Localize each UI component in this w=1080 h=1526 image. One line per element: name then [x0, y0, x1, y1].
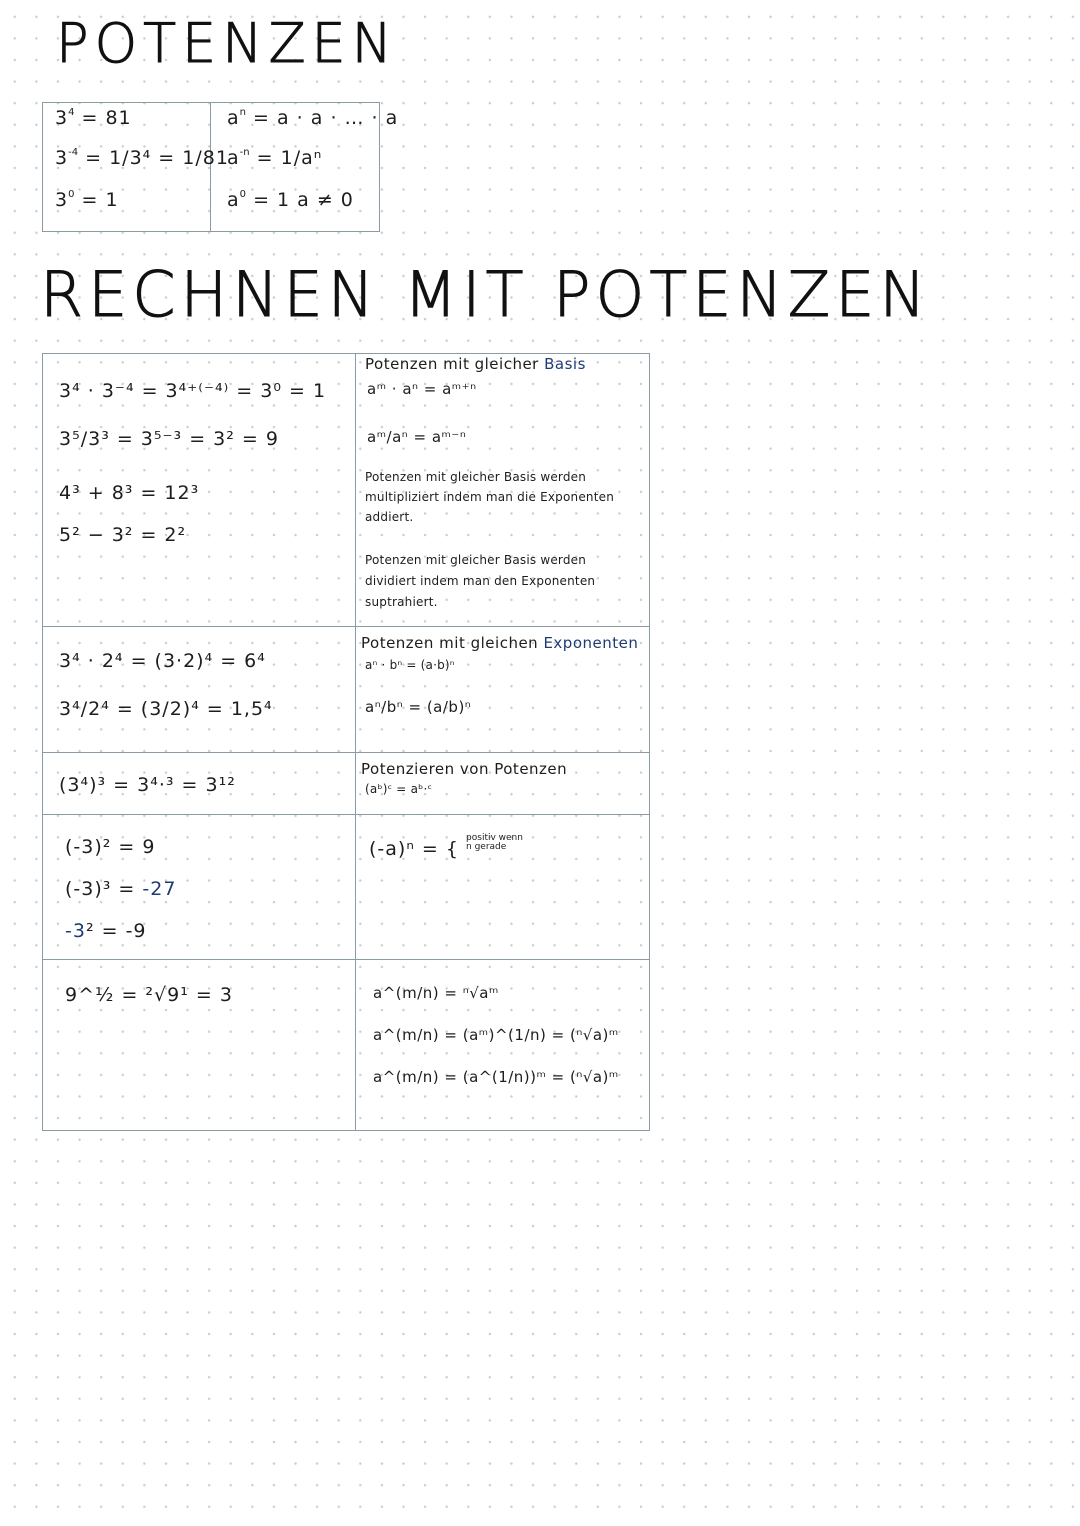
s1-note1-line2: multipliziert indem man die Exponenten: [365, 490, 615, 504]
s4-example-3: -3² = -9: [65, 920, 147, 942]
s5-rule-1: a^(m/n) = ⁿ√aᵐ: [373, 984, 499, 1002]
intro-left-row-3: $3^0 = 1$: [55, 189, 119, 211]
s1-heading: Potenzen mit gleicher Basis: [365, 355, 586, 373]
s4-rule-note-2: n gerade: [466, 842, 507, 852]
row-divider-2: [43, 752, 649, 753]
s3-rule: (aᵇ)ᶜ = aᵇ·ᶜ: [365, 782, 433, 796]
s1-note2-line1: Potenzen mit gleicher Basis werden: [365, 553, 587, 567]
row-divider-3: [43, 814, 649, 815]
rules-table: [42, 353, 650, 1131]
intro-left-row-1: $3^4 = 81$: [55, 107, 132, 129]
section-title: RECHNEN MIT POTENZEN: [40, 258, 931, 331]
s4-example-1: (-3)² = 9: [65, 836, 156, 858]
intro-table: [42, 102, 399, 232]
s3-example-1: (3⁴)³ = 3⁴·³ = 3¹²: [59, 774, 236, 796]
intro-right-row-3: $a^0 = 1$ a ≠ 0: [227, 189, 354, 211]
row-divider-1: [43, 626, 649, 627]
s1-note2-line3: suptrahiert.: [365, 595, 438, 609]
s4-example-2: (-3)³ = -27: [65, 878, 177, 900]
s1-example-3: 4³ + 8³ = 12³: [59, 482, 200, 504]
s1-note2-line2: dividiert indem man den Exponenten: [365, 574, 596, 588]
s1-rule-multiply: aᵐ · aⁿ = aᵐ⁺ⁿ: [367, 380, 477, 398]
s2-rule-divide: aⁿ/bⁿ = (a/b)ⁿ: [365, 698, 472, 716]
s1-example-1: 3⁴ · 3⁻⁴ = 3⁴⁺⁽⁻⁴⁾ = 3⁰ = 1: [59, 380, 327, 402]
s1-note1-line3: addiert.: [365, 510, 414, 524]
s4-rule-note-1: positiv wenn: [466, 833, 523, 843]
intro-left-row-2: $3^{-4} = 1/3^4 = 1/81$: [55, 147, 229, 169]
s1-rule-divide: aᵐ/aⁿ = aᵐ⁻ⁿ: [367, 428, 467, 446]
s1-example-2: 3⁵/3³ = 3⁵⁻³ = 3² = 9: [59, 428, 279, 450]
s5-rule-2: a^(m/n) = (aᵐ)^(1/n) = (ⁿ√a)ᵐ: [373, 1026, 619, 1044]
s5-example-1: 9^½ = ²√9¹ = 3: [65, 984, 233, 1006]
s5-rule-3: a^(m/n) = (a^(1/n))ᵐ = (ⁿ√a)ᵐ: [373, 1068, 619, 1086]
s1-example-4: 5² − 3² = 2²: [59, 524, 187, 546]
intro-right-row-1: $a^n = a \cdot a$ · … · a: [227, 107, 399, 129]
row-divider-4: [43, 959, 649, 960]
s2-example-1: 3⁴ · 2⁴ = (3·2)⁴ = 6⁴: [59, 650, 266, 672]
s2-example-2: 3⁴/2⁴ = (3/2)⁴ = 1,5⁴: [59, 698, 273, 720]
s2-rule-multiply: aⁿ · bⁿ = (a·b)ⁿ: [365, 658, 455, 672]
page-title: POTENZEN: [56, 12, 399, 75]
s3-heading: Potenzieren von Potenzen: [361, 760, 568, 778]
s1-note1-line1: Potenzen mit gleicher Basis werden: [365, 470, 587, 484]
s2-heading: Potenzen mit gleichen Exponenten: [361, 634, 639, 652]
intro-right-row-2: $a^{-n} = 1/a^n$: [227, 147, 323, 169]
s4-rule: (-a)ⁿ = { positiv wenn n gerade: [369, 833, 523, 860]
rules-table-divider: [355, 354, 356, 1130]
